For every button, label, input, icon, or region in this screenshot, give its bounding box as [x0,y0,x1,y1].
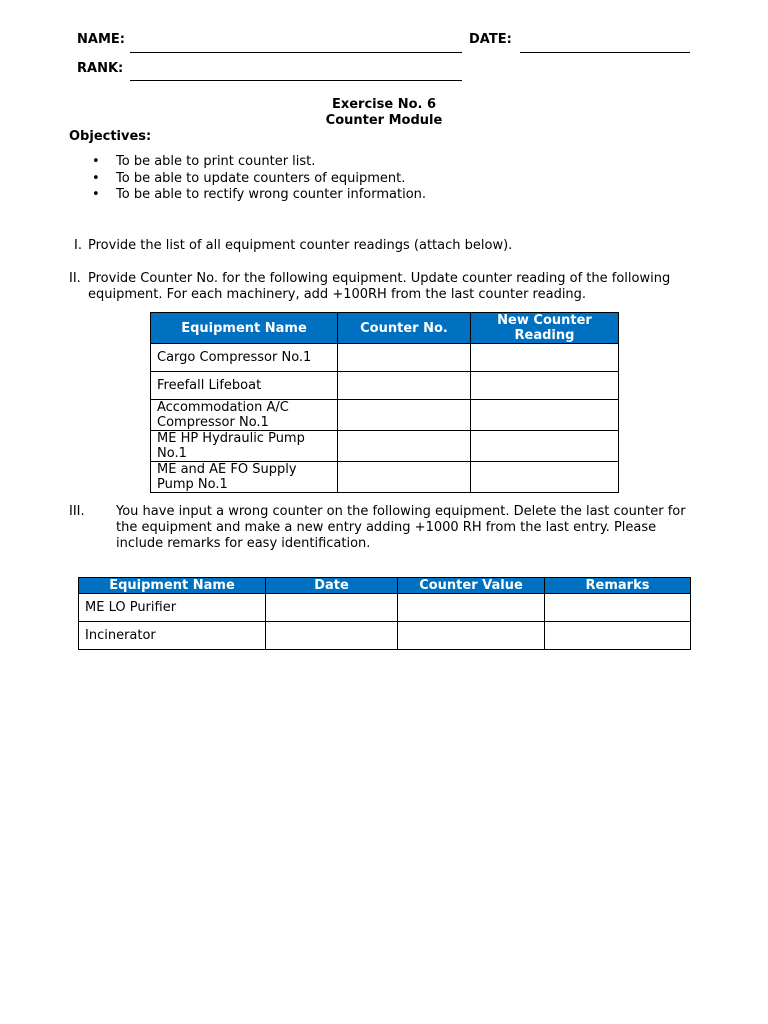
counter-value-cell[interactable] [398,622,545,650]
table-row [79,622,691,650]
table-row [151,431,619,462]
header-equipment-name: Equipment Name [79,578,266,594]
section-1-number: I. [74,238,82,253]
new-counter-reading-cell[interactable] [471,462,619,493]
section-3-line-1: You have input a wrong counter on the following equipment. Delete the last counter for [116,504,686,519]
objective-item: • To be able to print counter list. [92,154,316,169]
counter-update-table [150,312,619,493]
new-counter-reading-cell[interactable] [471,344,619,372]
equipment-name-cell: Accommodation A/C Compressor No.1 [151,400,338,431]
section-2-line-1: Provide Counter No. for the following equipment. Update counter reading of the following [88,271,671,286]
date-cell[interactable] [266,594,398,622]
counter-no-cell[interactable] [338,372,471,400]
table-row [151,344,619,372]
equipment-name-cell: ME HP Hydraulic Pump No.1 [151,431,338,462]
new-counter-reading-cell[interactable] [471,372,619,400]
header-remarks: Remarks [545,578,691,594]
section-1-text: Provide the list of all equipment counter readings (attach below). [88,238,513,253]
counter-value-cell[interactable] [398,594,545,622]
new-counter-reading-cell[interactable] [471,431,619,462]
name-label: NAME: [77,32,125,47]
table-row [79,594,691,622]
equipment-name-cell: Incinerator [79,622,266,650]
remarks-cell[interactable] [545,594,691,622]
rank-label: RANK: [77,61,124,76]
header-counter-value: Counter Value [398,578,545,594]
section-3-number: III. [69,504,85,519]
module-title: Counter Module [325,113,443,128]
rank-field-line[interactable] [130,80,462,81]
table-row [151,400,619,431]
section-3-line-3: include remarks for easy identification. [116,536,371,551]
objective-item: • To be able to update counters of equipment. [92,170,406,186]
header-equipment-name: Equipment Name [151,313,338,344]
date-cell[interactable] [266,622,398,650]
header-counter-no: Counter No. [338,313,471,344]
equipment-name-cell: Freefall Lifeboat [151,372,338,400]
counter-no-cell[interactable] [338,344,471,372]
equipment-name-cell: Cargo Compressor No.1 [151,344,338,372]
objectives-list [90,154,426,204]
new-counter-reading-cell[interactable] [471,400,619,431]
counter-no-cell[interactable] [338,462,471,493]
counter-no-cell[interactable] [338,400,471,431]
header-date: Date [266,578,398,594]
header-new-counter-reading: New Counter Reading [471,313,619,344]
date-label: DATE: [469,32,512,47]
section-2-number: II. [69,271,81,286]
table-row [151,372,619,400]
section-2-line-2: equipment. For each machinery, add +100RH from the last counter reading. [88,287,587,302]
objective-item: • To be able to rectify wrong counter information. [92,187,427,202]
counter-no-cell[interactable] [338,431,471,462]
objectives-heading: Objectives: [69,129,152,144]
wrong-counter-table [78,577,691,650]
table-row [151,462,619,493]
name-field-line[interactable] [130,52,462,53]
equipment-name-cell: ME LO Purifier [79,594,266,622]
exercise-title: Exercise No. 6 [331,97,437,112]
equipment-name-cell: ME and AE FO Supply Pump No.1 [151,462,338,493]
remarks-cell[interactable] [545,622,691,650]
date-field-line[interactable] [520,52,690,53]
section-3-line-2: the equipment and make a new entry adding +1000 RH from the last entry. Please [116,520,657,535]
